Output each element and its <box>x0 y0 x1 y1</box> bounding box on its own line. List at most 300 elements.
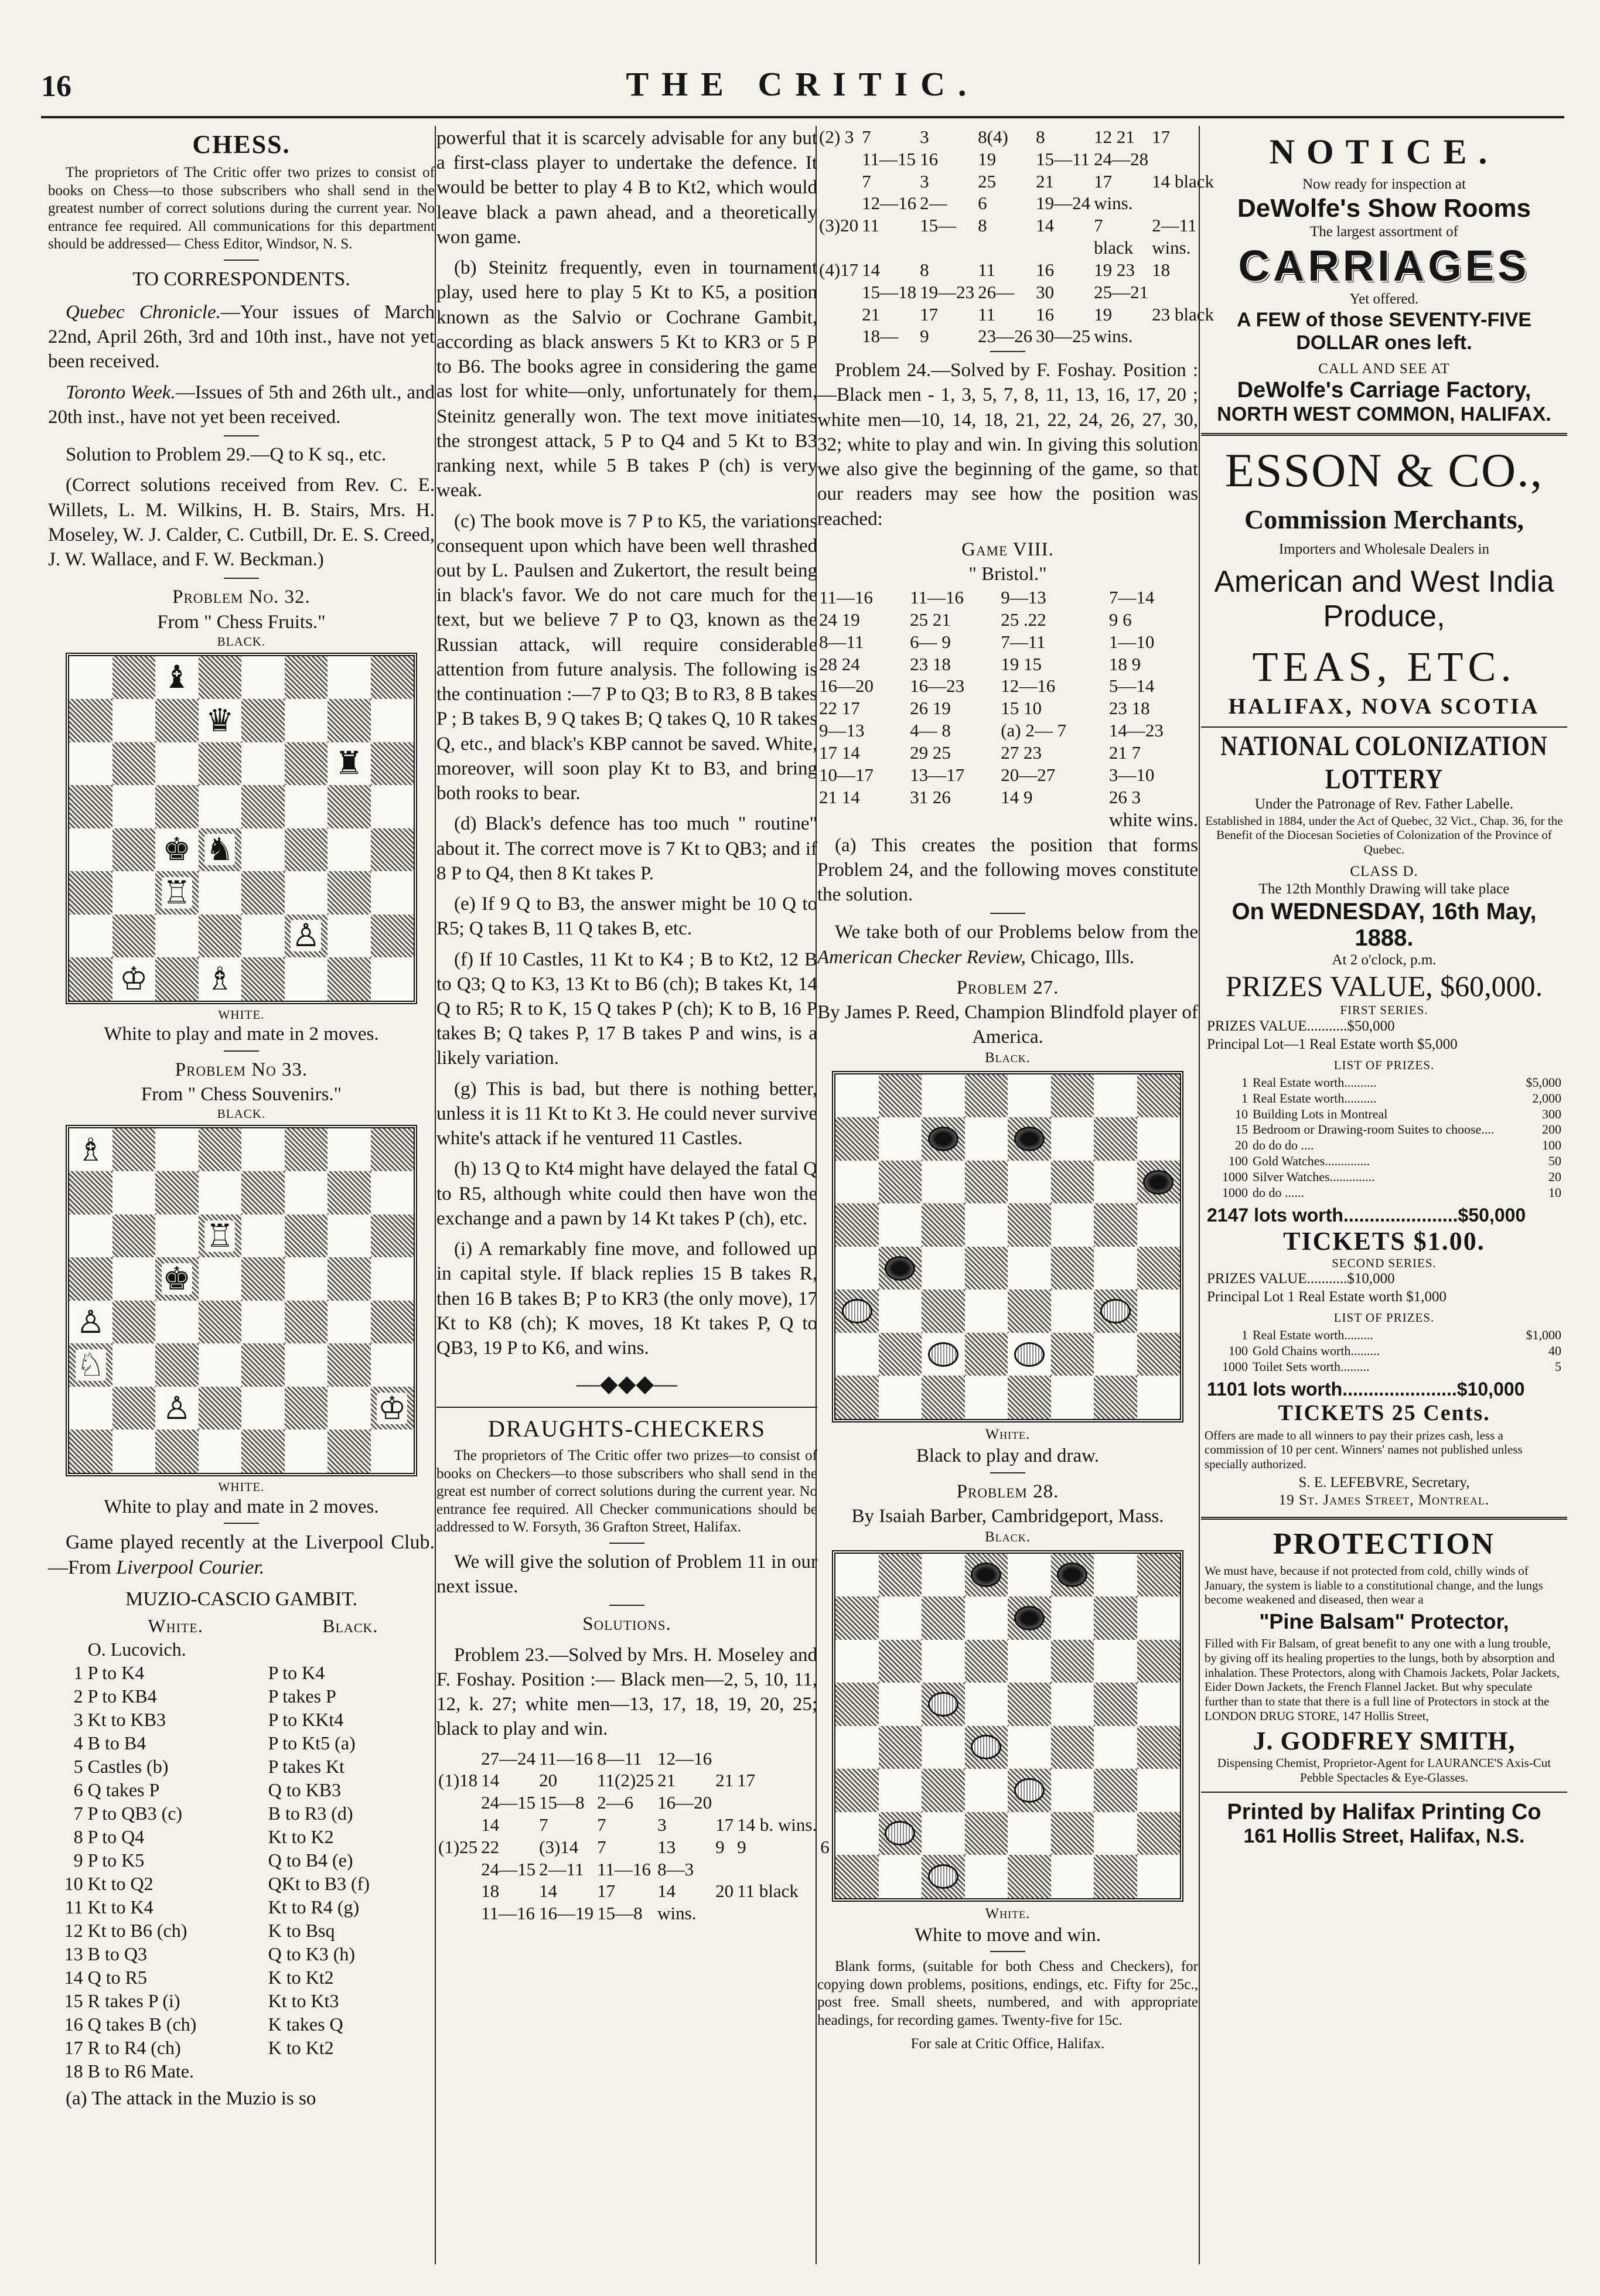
move-row <box>48 1872 435 1895</box>
move-cell <box>817 192 860 214</box>
move-cell: 14 <box>862 259 881 280</box>
black-move: P to Kt5 (a) <box>268 1732 356 1754</box>
board-square <box>1137 1554 1181 1597</box>
board-square <box>69 1343 112 1387</box>
white-move: Kt to B6 (ch) <box>87 1920 187 1942</box>
move-cell <box>1034 237 1092 259</box>
prize-row <box>1207 1075 1561 1091</box>
moves-row <box>436 1769 831 1792</box>
board-square <box>155 828 199 872</box>
move-cell <box>436 1880 479 1902</box>
move-cell: 26 3 <box>1108 786 1141 807</box>
moves-row <box>817 325 1216 347</box>
board-square <box>922 1203 965 1247</box>
move-cell <box>817 148 860 170</box>
black-move: Q to KB3 <box>268 1779 342 1801</box>
move-cell: 8—3 <box>657 1858 694 1879</box>
move-cell: 14 <box>1036 215 1055 236</box>
board-square <box>1137 1855 1181 1898</box>
board-square <box>371 1257 414 1301</box>
column-divider <box>435 126 436 2264</box>
board-square <box>241 1343 285 1387</box>
move-row <box>48 1966 435 1989</box>
page-header <box>41 64 1564 111</box>
prize-desc: do do do .... <box>1253 1138 1314 1153</box>
ad-text: S. E. LEFEBVRE, Secretary, <box>1298 1474 1470 1490</box>
prize-value: 40 <box>1548 1343 1561 1358</box>
prize-desc: Gold Chains worth......... <box>1253 1343 1380 1358</box>
move-cell: 17 14 <box>819 742 860 763</box>
board-square <box>327 871 371 915</box>
board-square <box>1137 1769 1181 1812</box>
move-row <box>48 1661 435 1684</box>
note-paragraph: (b) Steinitz frequently, even in tournament play, used here to play 5 Kt to K5, a position known as the Salvio or Cochrane Gambit, according as black answers 5 Kt to KR3 or 5 P to B6. The books agree in considering the game as lost for white—only, unfortunately for them, Steinitz generally won. The text move initiates the strongest attack, 5 P to Q4 and 5 Kt to B3 ranking next, while 5 B takes P (ch) is very weak. <box>436 257 817 501</box>
board-square <box>327 656 371 700</box>
board-square <box>965 1203 1008 1247</box>
board-square <box>1051 1376 1094 1419</box>
board-square <box>835 1117 879 1161</box>
moves-row <box>817 259 1216 281</box>
lottery-title: NATIONAL COLONIZATION LOTTERY <box>1220 729 1548 795</box>
board-square <box>241 1214 285 1258</box>
move-number: 9 <box>73 1850 83 1871</box>
board-square <box>835 1289 879 1333</box>
prize-desc: Gold Watches.............. <box>1253 1154 1370 1169</box>
move-cell: 11(2)25 <box>597 1770 654 1791</box>
board-square <box>199 871 242 915</box>
board-square <box>835 1640 879 1683</box>
board-square <box>155 1171 199 1214</box>
move-cell: wins. <box>1094 193 1133 214</box>
board-square <box>922 1333 965 1376</box>
board-square <box>922 1376 965 1419</box>
move-cell: 8 <box>1036 127 1045 147</box>
solution-text: Solution to Problem 29.—Q to K sq., etc. <box>66 444 387 466</box>
move-row <box>48 2059 435 2083</box>
board-square <box>835 1769 879 1812</box>
problem-caption: Black to play and draw. <box>916 1445 1100 1467</box>
note-paragraph: (f) If 10 Castles, 11 Kt to K4 ; B to Kt2, 12 B to Q3; Q to K3, 13 Kt to B6 (ch); B takes Kt, 14 Q to R5; R to K, 15 Q takes P (ch); K to B, 16 P takes B; Q takes P, 17 B takes P and wins, is a likely variation. <box>436 949 817 1069</box>
board-square <box>155 699 199 742</box>
board-square <box>922 1769 965 1812</box>
moves-row <box>436 1814 831 1836</box>
board-label-white: WHITE. <box>218 1007 265 1022</box>
move-cell: 17 <box>715 1814 734 1836</box>
board-square <box>879 1726 922 1769</box>
move-cell: 14 b. wins. <box>737 1814 817 1836</box>
move-cell <box>436 1748 479 1770</box>
board-square <box>285 1171 328 1214</box>
board-square <box>155 915 199 958</box>
board-square <box>1008 1640 1051 1683</box>
white-move: B to B4 <box>87 1732 146 1754</box>
move-cell <box>976 237 1034 259</box>
game-result: white wins. <box>1108 810 1198 831</box>
board-square <box>327 1128 371 1172</box>
board-square <box>327 699 371 742</box>
move-cell: (4)17 <box>819 259 859 280</box>
white-move: R to R4 (ch) <box>87 2037 181 2059</box>
ad-text: LIST OF PRIZES. <box>1333 1058 1435 1073</box>
note-paragraph: (i) A remarkably fine move, and followed up in capital style. If black replies 15 B takes R, then 16 B takes B; P to KR3 (the only move), 17 Kt to K8 (ch); K moves, 18 Kt takes P, Q to QB3, 19 P to K6, and wins. <box>436 1239 817 1359</box>
move-cell: 10—17 <box>819 764 874 785</box>
board-square <box>965 1161 1008 1204</box>
move-cell: 23 black <box>1152 303 1215 325</box>
move-cell: 3—10 <box>1108 764 1155 785</box>
board-square <box>879 1855 922 1898</box>
move-cell: 12—16 <box>862 193 917 214</box>
move-number: 5 <box>73 1756 83 1778</box>
move-cell: 6 <box>978 193 987 214</box>
board-square <box>1008 1376 1051 1419</box>
move-cell: 1—10 <box>1108 631 1155 652</box>
move-cell: 16—23 <box>910 676 965 697</box>
move-number: 10 <box>64 1873 83 1895</box>
move-cell: 21 14 <box>819 786 860 807</box>
ad-text: Importers and Wholesale Dealers in <box>1278 541 1490 557</box>
move-number: 4 <box>73 1732 83 1754</box>
board-square <box>1137 1726 1181 1769</box>
move-row <box>48 1895 435 1919</box>
board-square <box>241 1430 285 1473</box>
prize-count: 100 <box>1229 1154 1248 1169</box>
move-cell: 2—11 <box>1152 215 1197 236</box>
prize-row <box>1207 1343 1561 1359</box>
white-checker-icon <box>971 1735 1001 1759</box>
board-square <box>1051 1247 1094 1290</box>
board-square <box>112 1343 156 1387</box>
correspondent-note: Toronto Week.—Issues of 5th and 26th ult., and 20th inst., have not yet been received. <box>48 381 435 428</box>
board-square <box>285 871 328 915</box>
board-square <box>112 1301 156 1344</box>
move-cell: 23—26 <box>978 326 1033 347</box>
move-cell: 25 .22 <box>1001 609 1046 630</box>
board-square <box>199 656 242 700</box>
game-viii-table <box>817 586 1198 808</box>
chess-board-problem-32 <box>66 653 417 1004</box>
move-cell: 14 <box>657 1881 676 1902</box>
column-advertisements <box>1201 126 1567 2264</box>
board-square <box>285 828 328 872</box>
problem-title: Problem 27. <box>956 977 1059 998</box>
move-cell: 7 <box>1094 215 1103 236</box>
protection-title: PROTECTION <box>1273 1527 1496 1561</box>
black-move: K to Kt2 <box>268 1967 334 1988</box>
board-square <box>965 1683 1008 1726</box>
board-square <box>1008 1726 1051 1769</box>
prize-count: 1000 <box>1222 1185 1248 1200</box>
move-cell: 14 <box>481 1814 500 1836</box>
move-cell: 9 <box>920 326 929 347</box>
board-square <box>112 957 156 1001</box>
board-square <box>371 1214 414 1258</box>
move-cell: 23 18 <box>1108 698 1150 719</box>
move-cell: 6 <box>820 1836 830 1857</box>
move-cell <box>436 1792 479 1814</box>
move-cell: 26— <box>978 281 1015 302</box>
for-sale-note: For sale at Critic Office, Halifax. <box>910 2036 1105 2052</box>
moves-row <box>817 786 1198 808</box>
board-square <box>1008 1333 1051 1376</box>
board-square <box>1137 1812 1181 1855</box>
move-cell: 11 black <box>737 1881 799 1902</box>
black-move: K to Kt2 <box>268 2037 334 2059</box>
move-cell: wins. <box>657 1903 697 1924</box>
board-square <box>241 699 285 742</box>
move-cell: 30 <box>1036 281 1055 302</box>
move-cell: 7 <box>862 170 871 192</box>
move-cell: 19 <box>1094 303 1113 325</box>
white-checker-icon <box>842 1299 872 1323</box>
board-square <box>155 1301 199 1344</box>
move-cell <box>436 1902 479 1925</box>
chess-piece-icon: ♚ <box>162 1261 191 1297</box>
board-square <box>835 1247 879 1290</box>
divider <box>609 1605 644 1606</box>
move-number: 1 <box>73 1662 83 1684</box>
board-square <box>112 1214 156 1258</box>
ad-text: At 2 o'clock, p.m. <box>1332 951 1437 968</box>
ad-text: CALL AND SEE AT <box>1318 360 1450 377</box>
board-square <box>1051 1726 1094 1769</box>
moves-row <box>817 126 1216 148</box>
divider <box>224 1050 259 1052</box>
page-number: 16 <box>41 70 71 103</box>
divider <box>990 1951 1025 1952</box>
move-cell: 2— <box>920 193 947 214</box>
board-square <box>155 1430 199 1473</box>
prize-desc: Real Estate worth.......... <box>1253 1074 1377 1090</box>
notice-heading: NOTICE. <box>1269 132 1499 171</box>
board-square <box>879 1769 922 1812</box>
white-checker-icon <box>928 1864 958 1889</box>
board-square <box>371 957 414 1001</box>
move-number: 14 <box>64 1967 83 1988</box>
board-square <box>1051 1596 1094 1640</box>
prize-count: 15 <box>1235 1122 1248 1137</box>
board-square <box>285 1128 328 1172</box>
black-checker-icon <box>928 1127 958 1151</box>
ad-text: 2147 lots worth......................$50,000 <box>1207 1204 1526 1226</box>
printer-address: 161 Hollis Street, Halifax, N.S. <box>1243 1825 1525 1848</box>
prize-value: $5,000 <box>1526 1074 1561 1090</box>
move-number: 2 <box>73 1686 83 1707</box>
moves-row <box>817 653 1198 676</box>
board-square <box>965 1376 1008 1419</box>
carriages-title: CARRIAGES <box>1238 241 1530 290</box>
divider <box>1201 1792 1567 1793</box>
move-cell: 14—23 <box>1108 720 1164 741</box>
board-square <box>879 1117 922 1161</box>
ad-text: 19 St. James Street, Montreal. <box>1278 1492 1490 1509</box>
problems-intro: We take both of our Problems below from the American Checker Review, Chicago, Ills. <box>817 922 1198 968</box>
board-square <box>199 1214 242 1258</box>
checker-board-problem-28 <box>832 1550 1183 1902</box>
move-cell: (3)14 <box>539 1836 579 1857</box>
move-cell: 20 <box>715 1881 734 1902</box>
move-cell: 16 <box>920 148 939 169</box>
board-square <box>199 785 242 828</box>
black-move: Kt to Kt3 <box>268 1990 339 2012</box>
move-row <box>48 1778 435 1802</box>
move-cell: 23 18 <box>910 653 951 674</box>
board-square <box>241 742 285 786</box>
move-row <box>48 1731 435 1755</box>
problem-23-text: Problem 23.—Solved by Mrs. H. Moseley and F. Foshay. Position :— Black men—2, 5, 10, 11, 12, k. 27; white men—13, 17, 18, 19, 20, 25; black to play and win. <box>436 1644 817 1740</box>
move-cell: wins. <box>1094 326 1133 347</box>
move-cell: 7—14 <box>1108 587 1155 608</box>
problem-title: Problem 28. <box>956 1480 1059 1502</box>
move-cell: 8—11 <box>597 1748 642 1769</box>
board-square <box>327 785 371 828</box>
move-cell: 24 19 <box>819 609 860 630</box>
prize-row <box>1207 1185 1561 1201</box>
move-cell: 29 25 <box>910 742 951 763</box>
board-square <box>1137 1333 1181 1376</box>
board-square <box>112 785 156 828</box>
board-square <box>965 1726 1008 1769</box>
problem-caption: White to play and mate in 2 moves. <box>104 1024 379 1045</box>
move-cell: 3 <box>920 170 929 192</box>
move-row <box>48 2012 435 2036</box>
move-row <box>48 1919 435 1942</box>
move-cell <box>817 170 860 193</box>
move-cell <box>860 237 918 259</box>
prize-count: 1000 <box>1222 1359 1248 1374</box>
board-square <box>69 1387 112 1430</box>
move-cell: 16—20 <box>819 676 874 697</box>
board-square <box>1137 1074 1181 1118</box>
move-cell: 26 19 <box>910 698 951 719</box>
blank-forms-ad: Blank forms, (suitable for both Chess and Checkers), for copying down problems, positions, endings, etc. Fifty for 25c., post free. Small sheets, numbered, and with appropriate headings, for recording games. Twenty-five for 15c. <box>817 1959 1198 2028</box>
board-square <box>1051 1769 1094 1812</box>
move-cell: 15 10 <box>1001 698 1042 719</box>
board-square <box>199 699 242 742</box>
white-move: Kt to Q2 <box>87 1873 153 1895</box>
checkers-moves-table <box>436 1748 831 1925</box>
board-square <box>835 1812 879 1855</box>
board-square <box>371 785 414 828</box>
black-move: K to Bsq <box>268 1920 335 1942</box>
board-label-white: White. <box>985 1426 1031 1442</box>
move-cell: 11—16 <box>910 587 964 608</box>
white-move: P to Q4 <box>87 1826 145 1848</box>
board-square <box>327 1301 371 1344</box>
board-square <box>835 1074 879 1118</box>
board-square <box>69 828 112 872</box>
move-cell: 17 <box>920 303 939 325</box>
board-square <box>879 1203 922 1247</box>
board-square <box>285 957 328 1001</box>
black-checker-icon <box>971 1562 1001 1587</box>
move-cell: (3)20 <box>819 215 859 236</box>
board-square <box>155 656 199 700</box>
white-checker-icon <box>928 1692 958 1717</box>
board-square <box>879 1683 922 1726</box>
moves-row <box>436 1748 831 1770</box>
white-move: B to Q3 <box>87 1943 147 1965</box>
ad-text: CLASS D. <box>1350 863 1418 879</box>
board-square <box>922 1726 965 1769</box>
prizes-value-title: PRIZES VALUE, $60,000. <box>1225 970 1543 1003</box>
board-square <box>155 1343 199 1387</box>
move-cell: 7—11 <box>1001 631 1046 652</box>
prize-desc: Silver Watches.............. <box>1253 1169 1375 1184</box>
move-cell: black <box>1094 237 1134 258</box>
board-square <box>1094 1333 1137 1376</box>
board-square <box>1051 1554 1094 1597</box>
ad-text: LIST OF PRIZES. <box>1333 1311 1435 1325</box>
esson-title: ESSON & CO., <box>1224 443 1544 497</box>
board-square <box>199 1343 242 1387</box>
board-square <box>1008 1117 1051 1161</box>
moves-row <box>817 192 1216 214</box>
move-cell: 7 <box>597 1836 606 1857</box>
game-note: (a) This creates the position that forms Problem 24, and the following moves constitute the solution. <box>817 834 1198 906</box>
correspondent-note: Quebec Chronicle.—Your issues of March 22nd, April 26th, 3rd and 10th inst., have not yet been received. <box>48 302 435 373</box>
game-subtitle: " Bristol." <box>968 564 1047 585</box>
correspondent-name: Quebec Chronicle. <box>66 302 221 323</box>
board-square <box>965 1289 1008 1333</box>
board-square <box>922 1161 965 1204</box>
move-cell <box>436 1858 479 1881</box>
board-label-black: Black. <box>985 1529 1031 1546</box>
board-square <box>155 1257 199 1301</box>
chess-piece-icon: ♛ <box>206 702 234 738</box>
chess-heading: CHESS. <box>192 130 291 159</box>
column-chess-notes <box>436 126 830 2264</box>
move-cell: 14 <box>481 1770 500 1791</box>
move-cell: 21 <box>1036 170 1055 192</box>
board-square <box>1137 1161 1181 1204</box>
move-cell: 16—19 <box>539 1903 594 1924</box>
ad-text: A FEW of those SEVENTY-FIVE DOLLAR ones left. <box>1236 308 1532 354</box>
prize-desc: Real Estate worth......... <box>1253 1328 1373 1343</box>
moves-row <box>817 609 1198 631</box>
tickets-price: TICKETS $1.00. <box>1283 1226 1485 1256</box>
prize-count: 10 <box>1235 1106 1248 1121</box>
board-square <box>1008 1203 1051 1247</box>
move-row <box>48 1755 435 1778</box>
move-cell: 24—15 <box>481 1792 536 1813</box>
board-square <box>285 915 328 958</box>
board-square <box>69 785 112 828</box>
ad-text: Principal Lot 1 Real Estate worth $1,000 <box>1207 1288 1447 1305</box>
white-move: P to K4 <box>87 1662 145 1684</box>
prize-list <box>1207 1328 1561 1374</box>
board-square <box>327 1257 371 1301</box>
problem-source: From " Chess Souvenirs." <box>141 1083 342 1105</box>
ad-text: PRIZES VALUE...........$50,000 <box>1207 1018 1395 1035</box>
moves-row <box>817 303 1216 326</box>
white-move: Kt to KB3 <box>87 1709 166 1731</box>
game-intro: Game played recently at the Liverpool Club.—From Liverpool Courier. <box>48 1531 435 1579</box>
move-cell: 15—8 <box>539 1792 585 1813</box>
move-cell: 11—15 <box>862 148 916 169</box>
ad-text: Established in 1884, under the Act of Quebec, 32 Vict., Chap. 36, for the Benefit of the Diocesan Societies of Colonization of the Province of Quebec. <box>1205 813 1563 857</box>
board-square <box>241 656 285 700</box>
board-square <box>835 1596 879 1640</box>
moves-row <box>436 1858 831 1881</box>
divider <box>224 578 259 579</box>
ornament: —◆◆◆— <box>576 1370 678 1397</box>
commission-title: Commission Merchants, <box>1244 504 1524 534</box>
board-square <box>1008 1161 1051 1204</box>
black-move: QKt to B3 (f) <box>268 1873 370 1895</box>
smith-title: J. GODFREY SMITH, <box>1253 1726 1516 1755</box>
board-label-white: White. <box>985 1905 1031 1922</box>
board-square <box>241 957 285 1001</box>
